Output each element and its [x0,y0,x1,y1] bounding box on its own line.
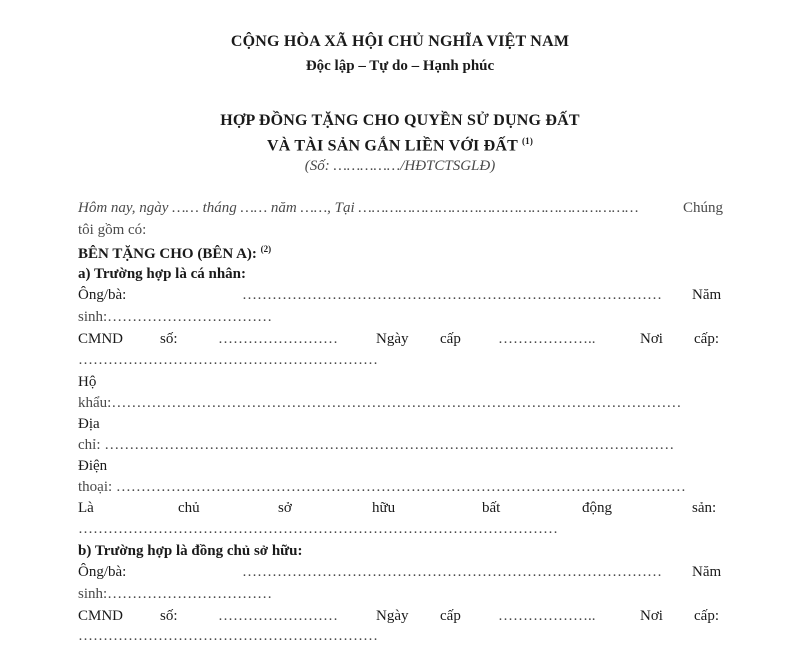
a-dc2: chỉ: …………………………………………………………………………………………………… [78,437,675,453]
contract-title-line2 [0,136,800,155]
section-b-heading: b) Trường hợp là đồng chủ sở hữu: [78,543,303,559]
section-a-heading: a) Trường hợp là cá nhân: [78,266,247,282]
a-own-word-2: chủ [178,500,200,516]
b-issue-place-dots: …………………………………………………… [78,628,378,644]
footnote-1: (1) [521,136,534,146]
motto: Độc lập – Tự do – Hạnh phúc [305,58,495,74]
b-issue-date: Ngày [376,608,409,624]
a-name-dots: ………………………………………………………………………… [242,287,662,303]
b-issue-dots: ……………….. [498,608,596,624]
a-own-word-4: hữu [372,500,396,516]
contract-number: (Số: ……………/HĐTCTSGLĐ) [304,158,496,174]
a-id-so: số: [160,331,178,347]
a-issue-place-cap: cấp: [694,331,719,347]
a-year-label: Năm [692,287,722,303]
a-dt1: Điện [78,458,108,474]
contract-title-line1: HỢP ĐỒNG TẶNG CHO QUYỀN SỬ DỤNG ĐẤT [220,112,580,129]
a-dc1: Địa [78,416,100,432]
a-issue-dots: ……………….. [498,331,596,347]
a-own-word-3: sở [278,500,292,516]
b-id-so: số: [160,608,178,624]
intro-line2: tôi gồm có: [78,222,147,238]
a-hk2: khẩu:…………………………………………………………………………………………………… [78,395,682,411]
a-name-label: Ông/bà: [78,287,127,303]
a-year-cont: sinh:…………………………… [78,309,273,325]
a-id-dots: …………………… [218,331,338,347]
b-issue-place-cap: cấp: [694,608,719,624]
a-id-label: CMND [78,331,124,347]
b-id-dots: …………………… [218,608,338,624]
intro-line1-end: Chúng [683,200,724,216]
b-name-dots: ………………………………………………………………………… [242,564,662,580]
a-issue-place: Nơi [640,331,663,347]
a-own-word-7: sản: [692,500,717,516]
b-id-label: CMND [78,608,124,624]
b-year-cont: sinh:…………………………… [78,586,273,602]
nation-title: CỘNG HÒA XÃ HỘI CHỦ NGHĨA VIỆT NAM [230,33,570,50]
a-issue-place-dots: …………………………………………………… [78,352,378,368]
b-year-label: Năm [692,564,722,580]
b-name-label: Ông/bà: [78,564,127,580]
a-dt2: thoại: …………………………………………………………………………………………………… [78,479,686,495]
b-issue-cap: cấp [440,608,461,624]
contract-title-line2-text: VÀ TÀI SẢN GẮN LIỀN VỚI ĐẤT [266,137,518,155]
a-own-dots: …………………………………………………………………………………… [78,521,558,537]
a-issue-date: Ngày [376,331,409,347]
intro-line1: Hôm nay, ngày …… tháng …… năm ……, Tại ……………………………………………………… [78,200,639,216]
a-own-word-5: bất [482,500,501,516]
a-hk1: Hộ [78,374,97,390]
footnote-2: (2) [260,244,272,254]
a-own-word-6: động [582,500,612,516]
a-issue-cap: cấp [440,331,461,347]
party-a-heading [78,244,271,263]
b-issue-place: Nơi [640,608,663,624]
a-own-word-1: Là [78,500,94,516]
party-a-heading-text: BÊN TẶNG CHO (BÊN A): [78,246,257,262]
